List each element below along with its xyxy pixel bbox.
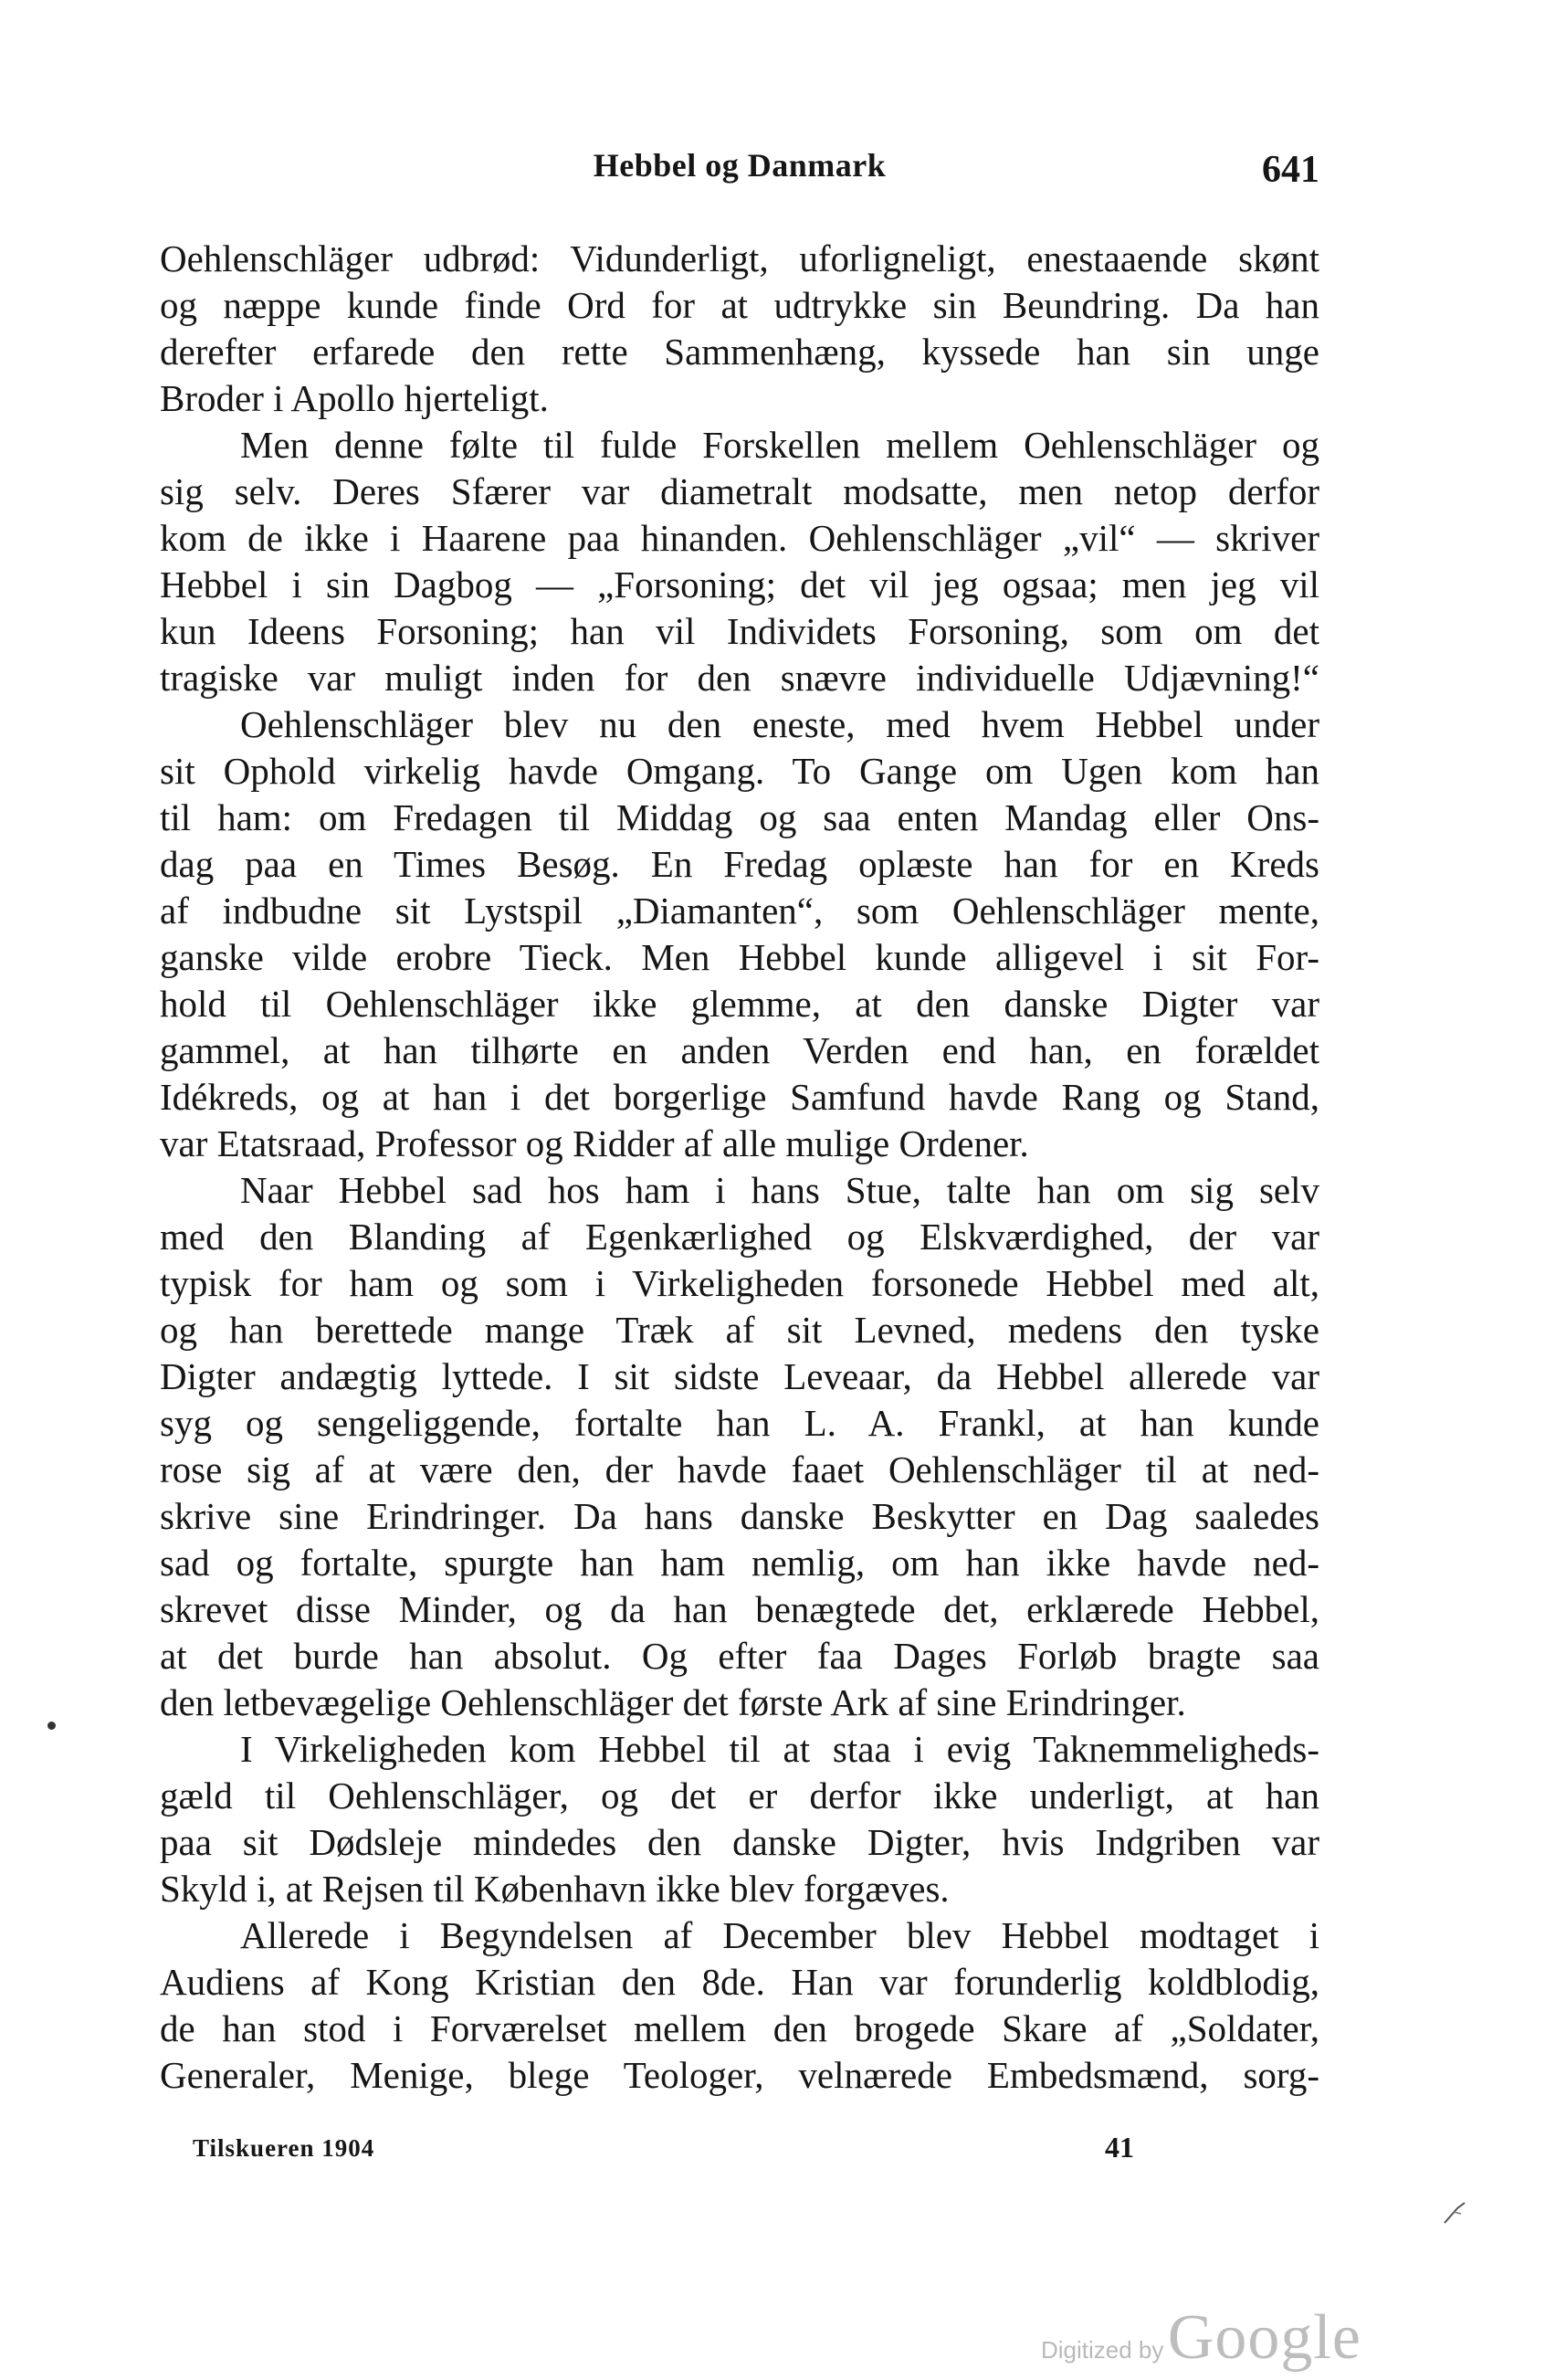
watermark-brand-logo: Google	[1167, 2302, 1361, 2373]
text-line: derefter erfarede den rette Sammenhæng, kyssede han sin unge	[160, 331, 1319, 373]
text-line: til ham: om Fredagen til Middag og saa enten Mandag eller Ons-	[160, 796, 1319, 838]
text-line: paa sit Dødsleje mindedes den danske Digter, hvis Indgriben var	[160, 1821, 1319, 1863]
text-line: gæld til Oehlenschläger, og det er derfor ikke underligt, at han	[160, 1774, 1319, 1817]
paragraph-first-line: Oehlenschläger blev nu den eneste, med hvem Hebbel under	[240, 703, 1319, 745]
text-line: tragiske var muligt inden for den snævre individuelle Udjævning!“	[160, 657, 1319, 699]
text-line: kun Ideens Forsoning; han vil Individets Forsoning, som om det	[160, 610, 1319, 652]
text-line: de han stod i Forværelset mellem den brogede Skare af „Soldater,	[160, 2007, 1319, 2049]
text-line: skrive sine Erindringer. Da hans danske Beskytter en Dag saaledes	[160, 1495, 1319, 1537]
margin-dot-mark	[47, 1722, 56, 1730]
watermark-prefix: Digitized by	[1041, 2336, 1164, 2364]
text-line: Hebbel i sin Dagbog — „Forsoning; det vil jeg ogsaa; men jeg vil	[160, 563, 1319, 606]
text-line: den letbevægelige Oehlenschläger det første Ark af sine Erindringer.	[160, 1681, 1186, 1723]
running-title: Hebbel og Danmark	[593, 147, 887, 184]
text-line: sad og fortalte, spurgte han ham nemlig, om han ikke havde ned-	[160, 1542, 1319, 1584]
text-line: Audiens af Kong Kristian den 8de. Han var forunderlig koldblodig,	[160, 1961, 1319, 2003]
text-line: og han berettede mange Træk af sit Levned, medens den tyske	[160, 1309, 1319, 1351]
page-footer	[160, 2131, 1319, 2176]
paragraph-first-line: Men denne følte til fulde Forskellen mellem Oehlenschläger og	[240, 424, 1319, 466]
text-line: Skyld i, at Rejsen til København ikke blev forgæves.	[160, 1868, 950, 1910]
text-line: syg og sengeliggende, fortalte han L. A. Frankl, at han kunde	[160, 1402, 1319, 1444]
running-header	[160, 146, 1319, 197]
sheet-number: 41	[1105, 2131, 1134, 2164]
text-line: gammel, at han tilhørte en anden Verden end han, en forældet	[160, 1029, 1319, 1071]
text-line: af indbudne sit Lystspil „Diamanten“, som Oehlenschläger mente,	[160, 890, 1319, 932]
text-line: hold til Oehlenschläger ikke glemme, at den danske Digter var	[160, 983, 1319, 1025]
margin-pen-mark	[1441, 2201, 1468, 2225]
text-line: rose sig af at være den, der havde faaet Oehlenschläger til at ned-	[160, 1448, 1319, 1490]
pen-stroke	[1454, 2212, 1461, 2214]
text-line: Oehlenschläger udbrød: Vidunderligt, uforligneligt, enestaaende skønt	[160, 237, 1319, 279]
text-line: at det burde han absolut. Og efter faa Dages Forløb bragte saa	[160, 1635, 1319, 1677]
paragraph-first-line: Allerede i Begyndelsen af December blev Hebbel modtaget i	[240, 1914, 1319, 1956]
paragraph-first-line: I Virkeligheden kom Hebbel til at staa i evig Taknemmeligheds-	[240, 1728, 1319, 1770]
page-number: 641	[1262, 149, 1319, 191]
text-line: og næppe kunde finde Ord for at udtrykke sin Beundring. Da han	[160, 284, 1319, 326]
text-line: kom de ikke i Haarene paa hinanden. Oehlenschläger „vil“ — skriver	[160, 517, 1319, 559]
text-line: sig selv. Deres Sfærer var diametralt modsatte, men netop derfor	[160, 470, 1319, 512]
signature-mark: Tilskueren 1904	[193, 2134, 375, 2162]
digitized-watermark	[1041, 2301, 1361, 2373]
text-line: Generaler, Menige, blege Teologer, velnærede Embedsmænd, sorg-	[160, 2054, 1319, 2096]
text-line: sit Ophold virkelig havde Omgang. To Gange om Ugen kom han	[160, 750, 1319, 792]
text-line: Idékreds, og at han i det borgerlige Samfund havde Rang og Stand,	[160, 1076, 1319, 1118]
text-line: Broder i Apollo hjerteligt.	[160, 377, 549, 419]
text-line: med den Blanding af Egenkærlighed og Elskværdighed, der var	[160, 1216, 1319, 1258]
paragraph-first-line: Naar Hebbel sad hos ham i hans Stue, talte han om sig selv	[240, 1169, 1319, 1211]
text-line: Digter andægtig lyttede. I sit sidste Leveaar, da Hebbel allerede var	[160, 1355, 1319, 1397]
text-line: dag paa en Times Besøg. En Fredag oplæste han for en Kreds	[160, 843, 1319, 885]
text-line: typisk for ham og som i Virkeligheden forsonede Hebbel med alt,	[160, 1262, 1319, 1304]
text-line: skrevet disse Minder, og da han benægtede det, erklærede Hebbel,	[160, 1588, 1319, 1630]
text-line: ganske vilde erobre Tieck. Men Hebbel kunde alligevel i sit For-	[160, 936, 1319, 978]
body-text	[160, 236, 1319, 2099]
text-line: var Etatsraad, Professor og Ridder af alle mulige Ordener.	[160, 1122, 1029, 1164]
